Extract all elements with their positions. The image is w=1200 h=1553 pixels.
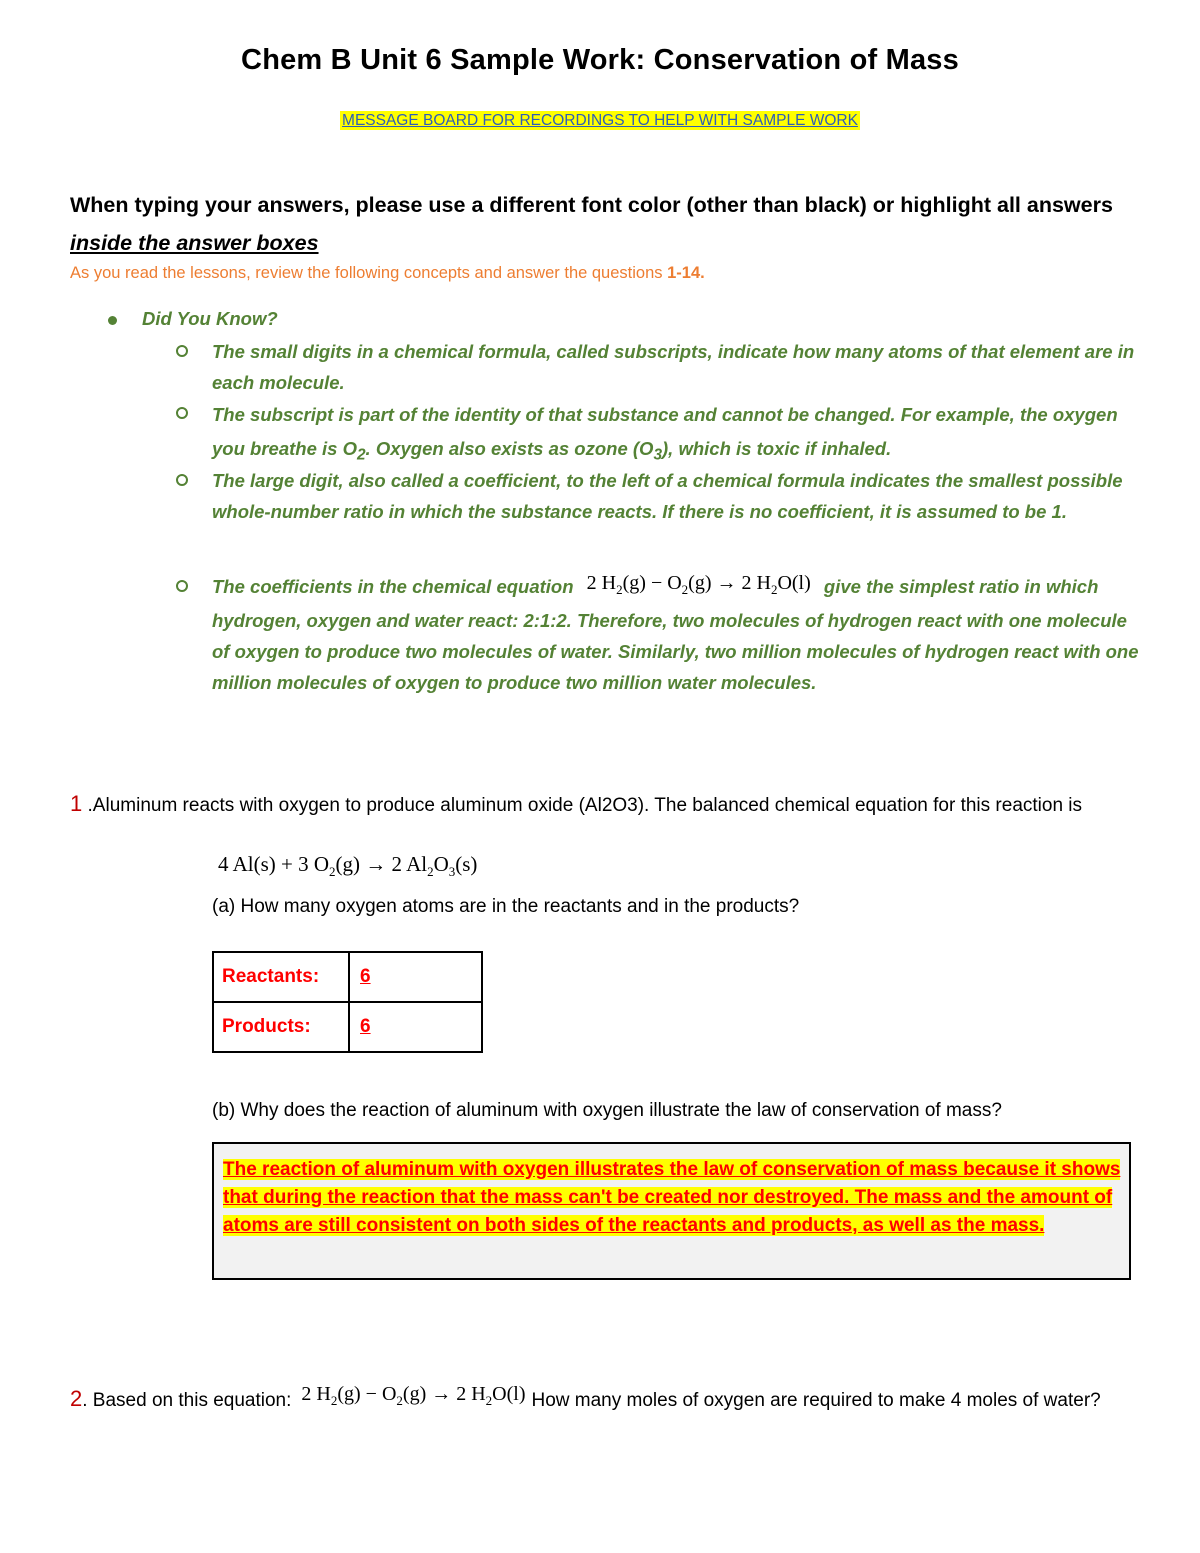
point-2-subscript-2: 3: [653, 446, 663, 464]
question-1-text: .Aluminum reacts with oxygen to produce aluminum oxide (Al2O3). The balanced chemical equation for this reaction is: [82, 795, 1083, 816]
question-1a: (a) How many oxygen atoms are in the reactants and in the products?: [212, 896, 800, 917]
question-1b: (b) Why does the reaction of aluminum with oxygen illustrate the law of conservation of mass?: [212, 1100, 1002, 1121]
did-you-know-label: Did You Know?: [142, 308, 278, 329]
products-answer[interactable]: 6: [349, 1002, 482, 1052]
bullet-icon: [108, 316, 117, 325]
review-instructions: [70, 264, 705, 283]
point-4-text-b: give the simplest ratio in which hydrogen, oxygen and water react: 2:1:2. Therefore, two molecules of hydrogen react with one molecule of oxygen to produce two molecules of water. Similarly, two million molecules of hydrogen react with one million molecules of oxygen to produce two million water molecules.: [212, 576, 1139, 693]
reactants-label: Reactants:: [213, 952, 349, 1002]
question-2-text-b: How many moles of oxygen are required to make 4 moles of water?: [531, 1390, 1101, 1411]
answer-1b-text: The reaction of aluminum with oxygen illustrates the law of conservation of mass because it shows that during the reaction that the mass can't be created nor destroyed. The mass and the amount of atoms are still consistent on both sides of the reactants and products, as well as the mass.: [223, 1159, 1121, 1236]
instructions: [70, 186, 1150, 262]
circle-bullet-icon: [176, 345, 188, 357]
point-2-subscript-1: 2: [356, 446, 366, 464]
question-2: [70, 1378, 1140, 1417]
did-you-know-point-3: [212, 465, 1142, 527]
did-you-know-point-1: [212, 336, 1142, 398]
answer-table: [212, 951, 483, 1053]
review-range: 1-14.: [667, 264, 705, 282]
question-1: [70, 788, 1140, 821]
did-you-know-point-4: [212, 568, 1142, 698]
circle-bullet-icon: [176, 580, 188, 592]
point-2-text-b: . Oxygen also exists as ozone (O: [365, 438, 654, 459]
table-row: [213, 952, 482, 1002]
instructions-emphasis: inside the answer boxes: [70, 231, 319, 255]
point-1-text: The small digits in a chemical formula, called subscripts, indicate how many atoms of that element are in each molecule.: [212, 341, 1135, 393]
point-2-text-c: ), which is toxic if inhaled.: [662, 438, 892, 459]
message-board-link-row: [0, 112, 1200, 130]
circle-bullet-icon: [176, 474, 188, 486]
did-you-know-point-2: [212, 398, 1142, 473]
aluminum-equation: 4 Al(s) + 3 $O_2(g) \to 2$ $Al_2O_3(s)$: [218, 852, 478, 880]
instructions-main: When typing your answers, please use a different font color (other than black) or highlight all answers: [70, 193, 1113, 217]
question-1-number: 1: [70, 791, 83, 816]
question-2-text-a: . Based on this equation:: [82, 1390, 292, 1411]
water-equation-q2: 2 $H_2(g) - O_2(g) \to 2$ $H_2O(l)$: [301, 1383, 526, 1408]
review-text: As you read the lessons, review the following concepts and answer the questions: [70, 264, 668, 282]
point-2-text-a: The subscript is part of the identity of that substance and cannot be changed. For example, the oxygen you breathe is O: [212, 404, 1118, 459]
answer-box-1b[interactable]: [212, 1142, 1131, 1280]
page-title: Chem B Unit 6 Sample Work: Conservation of Mass: [241, 44, 959, 76]
point-4-text-a: The coefficients in the chemical equation: [212, 576, 574, 597]
table-row: [213, 1002, 482, 1052]
reactants-answer[interactable]: 6: [349, 952, 482, 1002]
products-label: Products:: [213, 1002, 349, 1052]
question-2-number: 2: [70, 1386, 83, 1411]
circle-bullet-icon: [176, 407, 188, 419]
water-equation: 2 $H_2(g) - O_2(g) \to 2$ $H_2O(l)$: [586, 572, 811, 597]
message-board-link[interactable]: MESSAGE BOARD FOR RECORDINGS TO HELP WITH SAMPLE WORK: [342, 112, 858, 129]
point-3-text: The large digit, also called a coefficient, to the left of a chemical formula indicates the smallest possible whole-number ratio in which the substance reacts. If there is no coefficient, it is assumed to be 1.: [212, 470, 1123, 522]
